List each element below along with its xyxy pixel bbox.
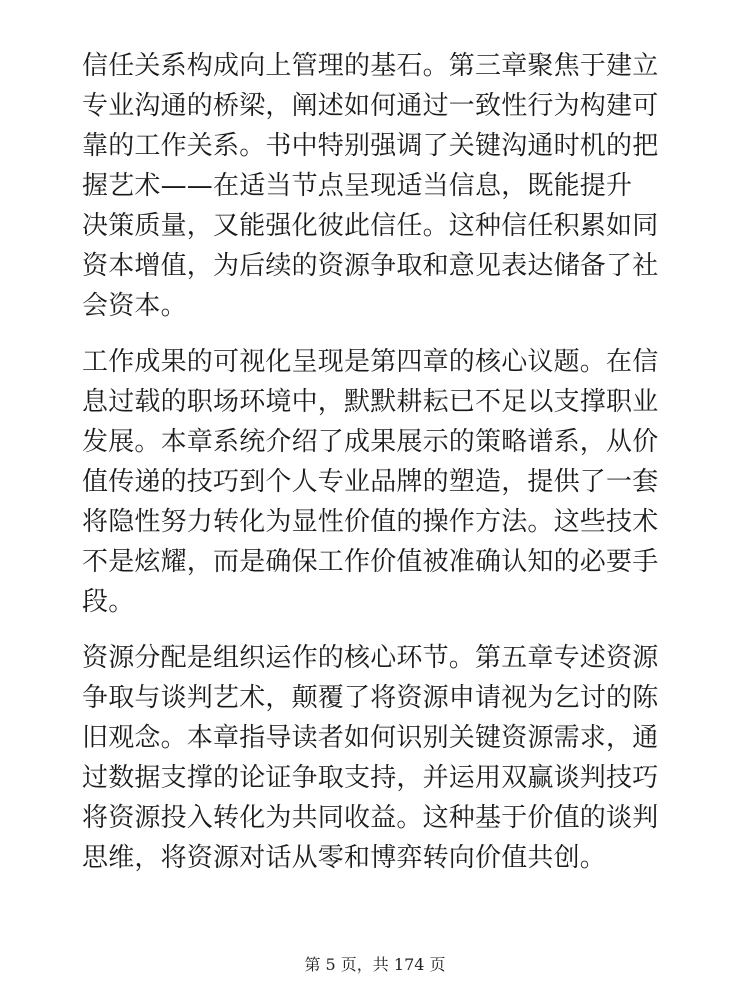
text-line: 资源分配是组织运作的核心环节。第五章专述资源 bbox=[82, 643, 659, 673]
text-line: 工作成果的可视化呈现是第四章的核心议题。在信 bbox=[82, 347, 659, 377]
text-line: 段。 bbox=[82, 587, 135, 617]
text-line: 决策质量，又能强化彼此信任。这种信任积累如同 bbox=[82, 211, 659, 241]
paragraph-resources bbox=[82, 638, 682, 878]
text-line: 不是炫耀，而是确保工作价值被准确认知的必要手 bbox=[82, 547, 659, 577]
text-line: 旧观念。本章指导读者如何识别关键资源需求，通 bbox=[82, 723, 659, 753]
text-line: 思维，将资源对话从零和博弈转向价值共创。 bbox=[82, 843, 607, 873]
text-line: 发展。本章系统介绍了成果展示的策略谱系，从价 bbox=[82, 427, 659, 457]
text-line: 握艺术——在适当节点呈现适当信息，既能提升 bbox=[82, 171, 633, 201]
text-line: 专业沟通的桥梁，阐述如何通过一致性行为构建可 bbox=[82, 91, 659, 121]
text-line: 争取与谈判艺术，颠覆了将资源申请视为乞讨的陈 bbox=[82, 683, 659, 713]
body-text bbox=[82, 46, 682, 894]
text-line: 资本增值，为后续的资源争取和意见表达储备了社 bbox=[82, 251, 659, 281]
text-line: 会资本。 bbox=[82, 291, 187, 321]
text-line: 值传递的技巧到个人专业品牌的塑造，提供了一套 bbox=[82, 467, 659, 497]
text-line: 信任关系构成向上管理的基石。第三章聚焦于建立 bbox=[82, 51, 659, 81]
page-number: 第 5 页，共 174 页 bbox=[304, 955, 446, 974]
text-line: 过数据支撑的论证争取支持，并运用双赢谈判技巧 bbox=[82, 763, 659, 793]
text-line: 靠的工作关系。书中特别强调了关键沟通时机的把 bbox=[82, 131, 659, 161]
paragraph-trust bbox=[82, 46, 682, 326]
text-line: 将资源投入转化为共同收益。这种基于价值的谈判 bbox=[82, 803, 659, 833]
text-line: 息过载的职场环境中，默默耕耘已不足以支撑职业 bbox=[82, 387, 659, 417]
text-line: 将隐性努力转化为显性价值的操作方法。这些技术 bbox=[82, 507, 659, 537]
paragraph-visibility bbox=[82, 342, 682, 622]
